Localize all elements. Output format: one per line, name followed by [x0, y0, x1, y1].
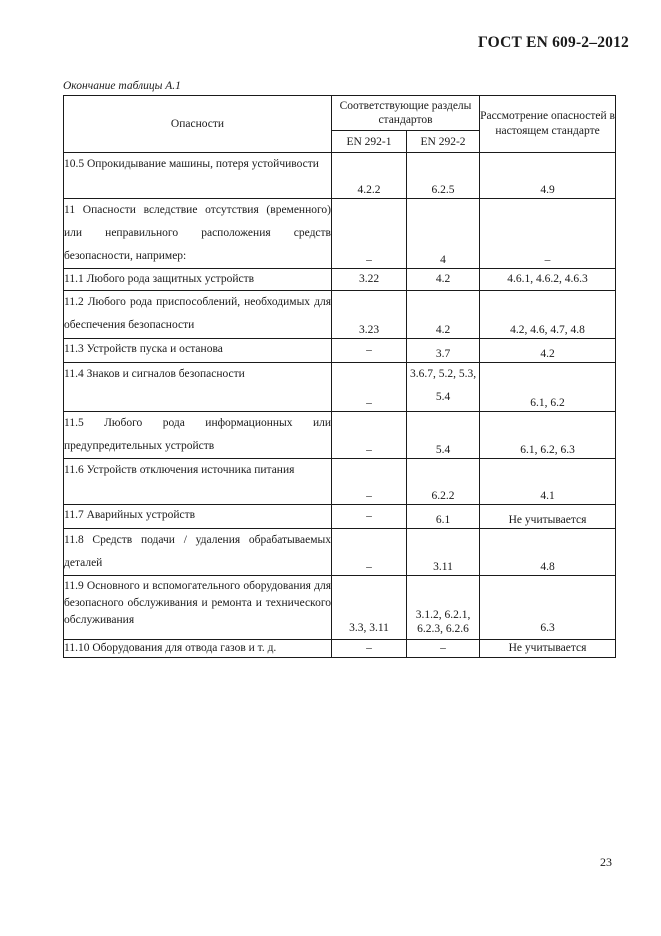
hazards-table: [63, 95, 616, 658]
table-row: [64, 412, 616, 459]
en292-1-cell: –: [332, 199, 407, 269]
en292-2-cell: 6.1: [407, 505, 480, 529]
table-row: [64, 199, 616, 269]
hazard-cell: 11.5 Любого рода информационных или предупредительных устройств: [64, 412, 332, 459]
en292-1-cell: 3.22: [332, 269, 407, 291]
considered-cell: 6.3: [480, 576, 616, 640]
hazard-cell: 11.8 Средств подачи / удаления обрабатываемых деталей: [64, 529, 332, 576]
table-row: [64, 640, 616, 658]
en292-2-cell: 6.2.2: [407, 459, 480, 505]
document-header: ГОСТ EN 609-2–2012: [477, 34, 629, 51]
en292-1-cell: 4.2.2: [332, 153, 407, 199]
en292-2-cell: 6.2.5: [407, 153, 480, 199]
header-sections: Соответствующие разделы стандартов: [332, 96, 480, 131]
en292-2-cell: 5.4: [407, 412, 480, 459]
en292-2-cell: 3.1.2, 6.2.1, 6.2.3, 6.2.6: [407, 576, 480, 640]
en292-1-cell: –: [332, 363, 407, 412]
en292-2-cell: –: [407, 640, 480, 658]
hazard-cell: 11.7 Аварийных устройств: [64, 505, 332, 529]
en292-1-cell: –: [332, 339, 407, 363]
hazard-cell: 11.3 Устройств пуска и останова: [64, 339, 332, 363]
table-row: [64, 576, 616, 640]
considered-cell: 4.9: [480, 153, 616, 199]
en292-2-cell: 4.2: [407, 291, 480, 339]
hazard-cell: 11.2 Любого рода приспособлений, необходимых для обеспечения безопасности: [64, 291, 332, 339]
en292-2-cell: 3.7: [407, 339, 480, 363]
en292-1-cell: –: [332, 505, 407, 529]
hazard-cell: 11.4 Знаков и сигналов безопасности: [64, 363, 332, 412]
considered-cell: Не учитывается: [480, 505, 616, 529]
en292-1-cell: –: [332, 529, 407, 576]
hazard-cell: 11.1 Любого рода защитных устройств: [64, 269, 332, 291]
table-row: [64, 459, 616, 505]
hazard-cell: 11.10 Оборудования для отвода газов и т. д.: [64, 640, 332, 658]
considered-cell: 6.1, 6.2: [480, 363, 616, 412]
hazard-cell: 11.6 Устройств отключения источника питания: [64, 459, 332, 505]
considered-cell: 4.6.1, 4.6.2, 4.6.3: [480, 269, 616, 291]
en292-2-cell: 3.11: [407, 529, 480, 576]
table-row: [64, 291, 616, 339]
table-row: [64, 363, 616, 412]
header-considered: Рассмотрение опасностей в настоящем стандарте: [480, 96, 616, 153]
en292-1-cell: –: [332, 640, 407, 658]
table-row: [64, 505, 616, 529]
en292-1-cell: 3.3, 3.11: [332, 576, 407, 640]
considered-cell: 4.2: [480, 339, 616, 363]
en292-2-cell: 4: [407, 199, 480, 269]
table-row: [64, 529, 616, 576]
en292-2-cell: 3.6.7, 5.2, 5.3, 5.4: [407, 363, 480, 412]
table-row: [64, 269, 616, 291]
en292-1-cell: –: [332, 459, 407, 505]
header-en292-2: EN 292-2: [407, 131, 480, 153]
considered-cell: Не учитывается: [480, 640, 616, 658]
considered-cell: –: [480, 199, 616, 269]
page-number: 23: [600, 855, 612, 869]
hazard-cell: 10.5 Опрокидывание машины, потеря устойчивости: [64, 153, 332, 199]
header-hazards: Опасности: [64, 96, 332, 153]
header-en292-1: EN 292-1: [332, 131, 407, 153]
en292-1-cell: –: [332, 412, 407, 459]
table-row: [64, 339, 616, 363]
considered-cell: 4.8: [480, 529, 616, 576]
en292-1-cell: 3.23: [332, 291, 407, 339]
considered-cell: 6.1, 6.2, 6.3: [480, 412, 616, 459]
table-caption: Окончание таблицы А.1: [63, 80, 181, 92]
table-row: [64, 153, 616, 199]
considered-cell: 4.2, 4.6, 4.7, 4.8: [480, 291, 616, 339]
considered-cell: 4.1: [480, 459, 616, 505]
hazard-cell: 11.9 Основного и вспомогательного оборудования для безопасного обслуживания и ремонта и технического обслуживания: [64, 576, 332, 640]
en292-2-cell: 4.2: [407, 269, 480, 291]
hazard-cell: 11 Опасности вследствие отсутствия (временного) или неправильного расположения средств безопасности, например:: [64, 199, 332, 269]
